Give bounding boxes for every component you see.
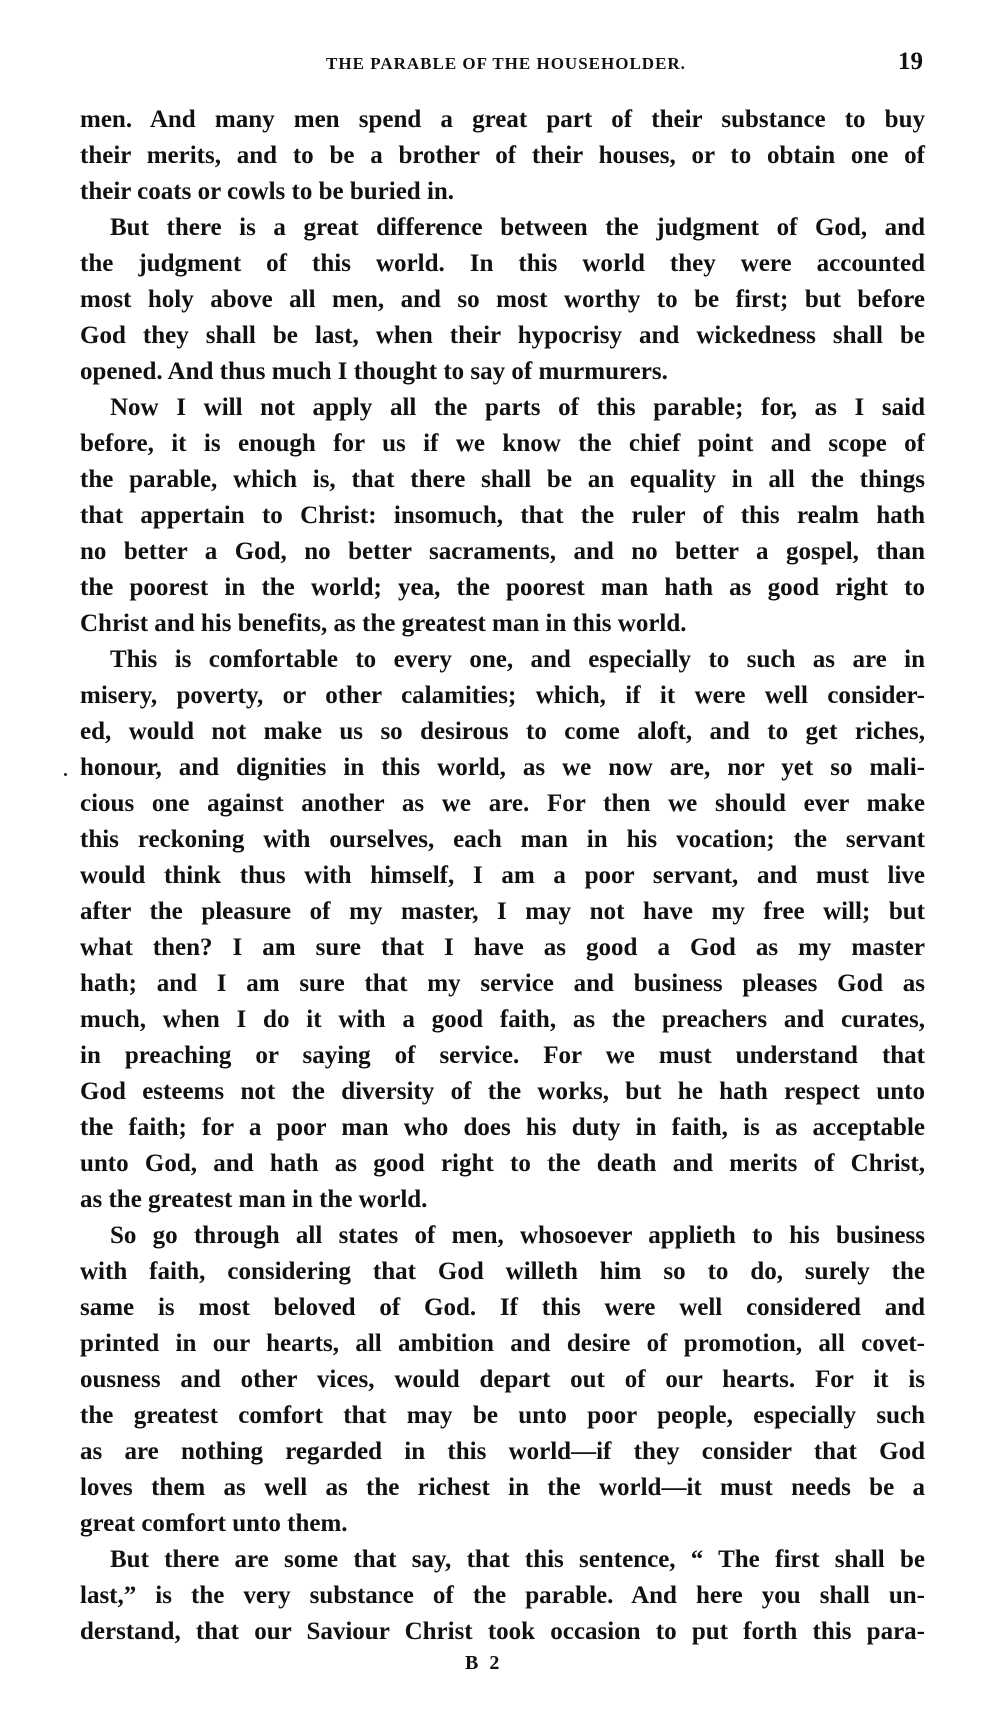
text-line: most holy above all men, and so most worthy to be first; but before <box>80 286 925 313</box>
text-line: opened. And thus much I thought to say of murmurers. <box>80 358 668 385</box>
text-line: this reckoning with ourselves, each man in his vocation; the servant <box>80 826 925 853</box>
text-line: their merits, and to be a brother of their houses, or to obtain one of <box>80 142 925 169</box>
text-line: the parable, which is, that there shall be an equality in all the things <box>80 466 925 493</box>
text-line: God they shall be last, when their hypocrisy and wickedness shall be <box>80 322 925 349</box>
text-line: last,” is the very substance of the parable. And here you shall un- <box>80 1582 925 1609</box>
text-line: great comfort unto them. <box>80 1510 348 1537</box>
text-line: God esteems not the diversity of the works, but he hath respect unto <box>80 1078 925 1105</box>
text-line: the greatest comfort that may be unto poor people, especially such <box>80 1402 925 1429</box>
paragraph-first-line: Now I will not apply all the parts of this parable; for, as I said <box>110 394 925 421</box>
text-line: same is most beloved of God. If this were well considered and <box>80 1294 925 1321</box>
text-line: ousness and other vices, would depart out of our hearts. For it is <box>80 1366 925 1393</box>
text-line: misery, poverty, or other calamities; which, if it were well consider- <box>80 682 925 709</box>
text-line: hath; and I am sure that my service and business pleases God as <box>80 970 925 997</box>
running-head: THE PARABLE OF THE HOUSEHOLDER. <box>326 54 686 73</box>
page-number: 19 <box>898 48 923 75</box>
text-line: their coats or cowls to be buried in. <box>80 178 455 205</box>
text-line: would think thus with himself, I am a poor servant, and must live <box>80 862 925 889</box>
paragraph-first-line: This is comfortable to every one, and especially to such as are in <box>110 646 925 673</box>
text-line: after the pleasure of my master, I may not have my free will; but <box>80 898 925 925</box>
text-line: with faith, considering that God willeth him so to do, surely the <box>80 1258 925 1285</box>
text-line: derstand, that our Saviour Christ took occasion to put forth this para- <box>80 1618 925 1645</box>
text-line: much, when I do it with a good faith, as the preachers and curates, <box>80 1006 925 1033</box>
text-line: Christ and his benefits, as the greatest man in this world. <box>80 610 687 637</box>
text-line: loves them as well as the richest in the world—it must needs be a <box>80 1474 925 1501</box>
signature-mark: B 2 <box>465 1652 503 1674</box>
text-line: printed in our hearts, all ambition and desire of promotion, all covet- <box>80 1330 925 1357</box>
text-line: as the greatest man in the world. <box>80 1186 428 1213</box>
paragraph-first-line: But there are some that say, that this sentence, “ The first shall be <box>110 1546 925 1573</box>
text-line: ed, would not make us so desirous to come aloft, and to get riches, <box>80 718 925 745</box>
paragraph-first-line: So go through all states of men, whosoever applieth to his business <box>110 1222 925 1249</box>
text-line: the poorest in the world; yea, the poorest man hath as good right to <box>80 574 925 601</box>
text-line: unto God, and hath as good right to the death and merits of Christ, <box>80 1150 925 1177</box>
text-line: the judgment of this world. In this world they were accounted <box>80 250 925 277</box>
text-line: men. And many men spend a great part of their substance to buy <box>80 106 925 133</box>
text-line: cious one against another as we are. For then we should ever make <box>80 790 925 817</box>
body-text <box>80 102 925 1650</box>
text-line: the faith; for a poor man who does his duty in faith, is as acceptable <box>80 1114 925 1141</box>
text-line: in preaching or saying of service. For we must understand that <box>80 1042 925 1069</box>
text-line: as are nothing regarded in this world—if they consider that God <box>80 1438 925 1465</box>
text-line: what then? I am sure that I have as good a God as my master <box>80 934 925 961</box>
text-line: no better a God, no better sacraments, and no better a gospel, than <box>80 538 925 565</box>
text-line: that appertain to Christ: insomuch, that the ruler of this realm hath <box>80 502 925 529</box>
text-line: honour, and dignities in this world, as we now are, nor yet so mali- <box>80 754 925 781</box>
ink-speck <box>64 773 67 776</box>
text-line: before, it is enough for us if we know the chief point and scope of <box>80 430 925 457</box>
paragraph-first-line: But there is a great difference between the judgment of God, and <box>110 214 925 241</box>
